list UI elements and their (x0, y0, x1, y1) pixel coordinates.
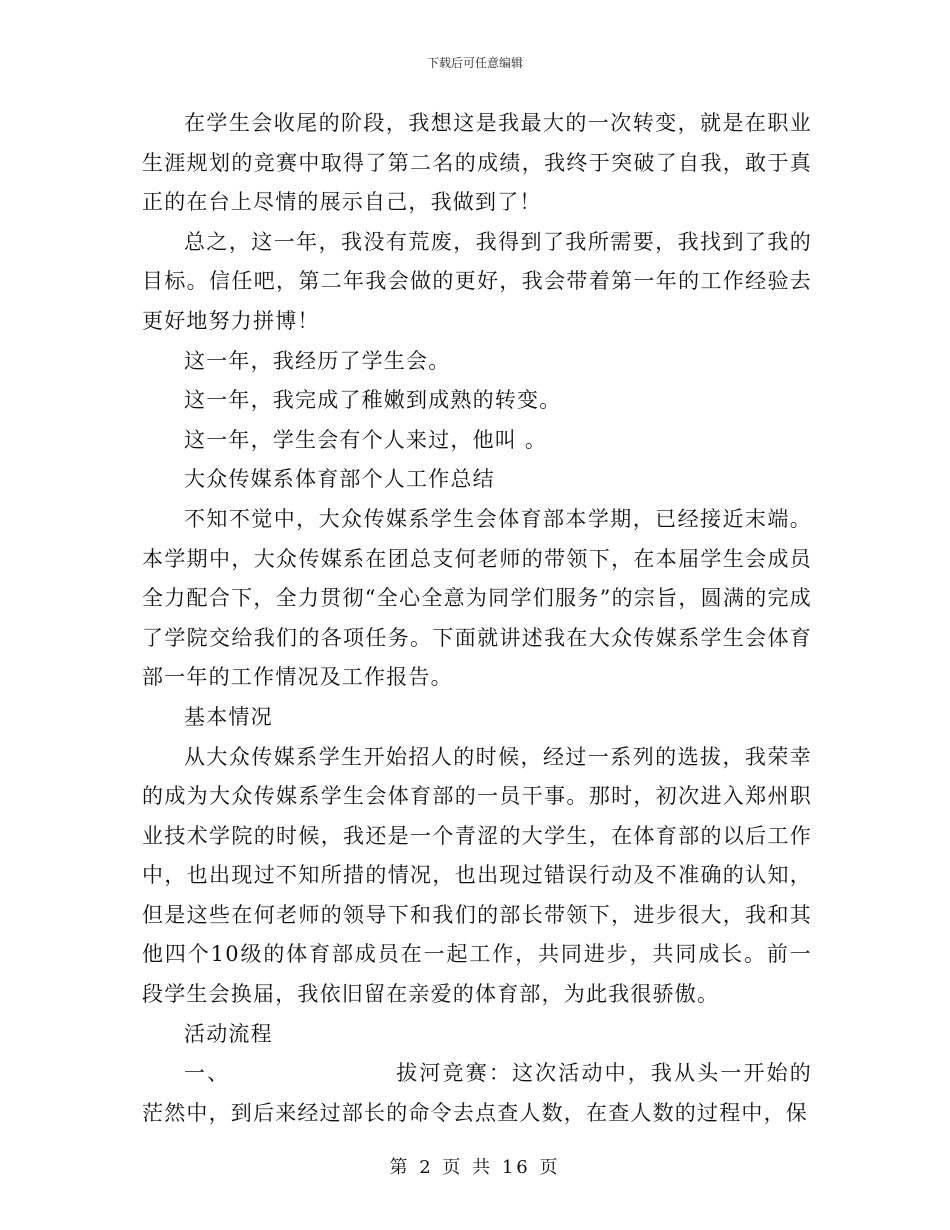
paragraph: 在学生会收尾的阶段，我想这是我最大的一次转变，就是在职业生涯规划的竞赛中取得了第二名的成绩，我终于突破了自我，敢于真正的在台上尽情的展示自己，我做到了！ (142, 111, 812, 215)
subsection-heading: 基本情况 (184, 704, 273, 729)
paragraph: 这一年，我完成了稚嫩到成熟的转变。 (184, 388, 562, 413)
page-footer: 第 2 页 共 16 页 (389, 1157, 561, 1178)
list-item-text: 拔河竞赛：这次活动中，我从头一开始的茫然中，到后来经过部长的命令去点查人数，在查人数的过程中，保 (142, 1061, 812, 1125)
list-item (142, 1054, 812, 1133)
paragraph: 从大众传媒系学生开始招人的时候，经过一系列的选拔，我荣幸的成为大众传媒系学生会体育部的一员干事。那时，初次进入郑州职业技术学院的时候，我还是一个青涩的大学生，在体育部的以后工作中，也出现过不知所措的情况，也出现过错误行动及不准确的认知，但是这些在何老师的领导下和我们的部长带领下，进步很大，我和其他四个10级的体育部成员在一起工作，共同进步，共同成长。前一段学生会换届，我依旧留在亲爱的体育部，为此我很骄傲。 (142, 744, 812, 1007)
list-marker: 一、 (184, 1061, 231, 1086)
section-heading: 大众传媒系体育部个人工作总结 (184, 467, 495, 492)
paragraph: 这一年，学生会有个人来过，他叫 。 (184, 427, 548, 452)
subsection-heading: 活动流程 (184, 1021, 273, 1046)
page-header: 下载后可任意编辑 (426, 56, 523, 70)
document-body (142, 104, 812, 1133)
paragraph: 总之，这一年，我没有荒废，我得到了我所需要，我找到了我的目标。信任吧，第二年我会做的更好，我会带着第一年的工作经验去更好地努力拼博！ (142, 229, 812, 333)
paragraph: 这一年，我经历了学生会。 (184, 348, 451, 373)
paragraph: 不知不觉中，大众传媒系学生会体育部本学期，已经接近末端。本学期中，大众传媒系在团总支何老师的带领下，在本届学生会成员全力配合下，全力贯彻“全心全意为同学们服务”的宗旨，圆满的完成了学院交给我们的各项任务。下面就讲述我在大众传媒系学生会体育部一年的工作情况及工作报告。 (142, 506, 812, 690)
